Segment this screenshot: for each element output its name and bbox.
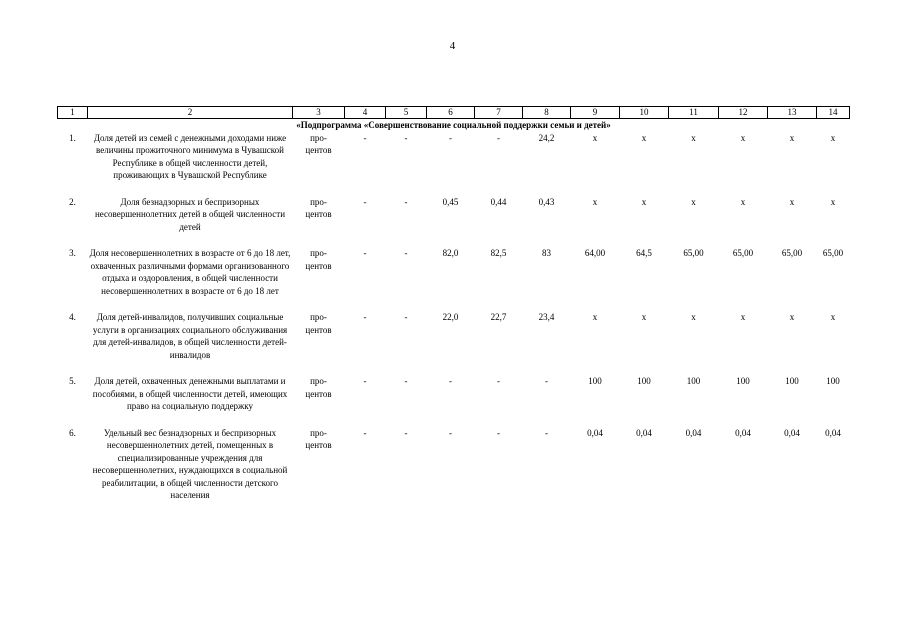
value-cell: - xyxy=(363,376,367,386)
value-cell: 0,43 xyxy=(538,196,555,207)
value-cell: - xyxy=(363,248,367,258)
value-cell: х xyxy=(789,312,795,322)
value-cell: х xyxy=(641,196,647,207)
subprogram-title: «Подпрограмма «Совершенствование социальной поддержки семьи и детей» xyxy=(296,120,611,130)
value-cell: - xyxy=(363,312,367,322)
value-cell: х xyxy=(691,196,696,207)
column-header: 2 xyxy=(88,107,293,119)
table-row xyxy=(58,427,850,516)
unit-cell: про- центов xyxy=(305,196,332,219)
table-row xyxy=(58,132,850,196)
page-number: 4 xyxy=(449,40,456,52)
value-cell: 100 xyxy=(637,376,651,386)
unit-cell: про- центов xyxy=(305,132,332,155)
column-header: 7 xyxy=(475,107,523,119)
indicator-name: Доля детей из семей с денежными доходами ниже величины прожиточного минимума в Чувашской Республике в общей численности детей, проживающих в Чувашской Республике xyxy=(93,132,287,180)
value-cell: - xyxy=(363,196,367,207)
column-header: 1 xyxy=(58,107,88,119)
value-cell: 22,7 xyxy=(490,312,507,322)
value-cell: 0,44 xyxy=(490,196,507,207)
value-cell: - xyxy=(363,132,367,143)
value-cell: х xyxy=(691,132,696,143)
value-cell: 100 xyxy=(686,376,701,386)
value-cell: 64,00 xyxy=(584,248,606,258)
indicator-name: Удельный вес безнадзорных и беспризорных несовершеннолетних детей, помещенных в специализированные учреждения для несовершеннолетних, нуждающихся в социальной реабилитации, в общей численности детского населения xyxy=(92,427,288,500)
value-cell: 100 xyxy=(588,376,602,386)
value-cell: - xyxy=(404,312,408,322)
value-cell: 100 xyxy=(826,376,840,386)
value-cell: 0,04 xyxy=(735,427,751,438)
value-cell: х xyxy=(830,196,836,207)
value-cell: - xyxy=(545,427,548,438)
value-cell: 0,04 xyxy=(825,427,841,438)
value-cell: 65,00 xyxy=(781,248,803,258)
column-header: 12 xyxy=(719,107,768,119)
value-cell: 65,00 xyxy=(732,248,754,258)
row-number: 1. xyxy=(69,132,76,143)
value-cell: 0,04 xyxy=(587,427,603,438)
table-row xyxy=(58,247,850,311)
column-header: 8 xyxy=(523,107,571,119)
column-header: 5 xyxy=(386,107,427,119)
row-number: 3. xyxy=(69,248,76,258)
value-cell: х xyxy=(691,312,696,322)
table-row xyxy=(58,196,850,248)
row-number: 5. xyxy=(69,376,76,386)
table-row xyxy=(58,311,850,375)
value-cell: х xyxy=(789,132,795,143)
unit-cell: про- центов xyxy=(305,427,332,450)
table-row xyxy=(58,375,850,427)
value-cell: 0,45 xyxy=(442,196,459,207)
indicator-name: Доля детей-инвалидов, получивших социальные услуги в организациях социального обслуживания для детей-инвалидов, в общей численности детей-инвалидов xyxy=(92,312,288,360)
indicators-table xyxy=(57,106,850,516)
value-cell: х xyxy=(592,312,598,322)
value-cell: - xyxy=(449,376,452,386)
value-cell: 65,00 xyxy=(822,248,844,258)
column-header: 14 xyxy=(817,107,850,119)
unit-cell: про- центов xyxy=(305,376,332,399)
value-cell: - xyxy=(404,427,408,438)
indicator-name: Доля детей, охваченных денежными выплатами и пособиями, в общей численности детей, имеющих право на социальную поддержку xyxy=(92,376,288,411)
value-cell: 23,4 xyxy=(538,312,555,322)
value-cell: х xyxy=(641,312,647,322)
value-cell: 100 xyxy=(736,376,750,386)
value-cell: х xyxy=(592,196,598,207)
value-cell: х xyxy=(641,132,647,143)
value-cell: 0,04 xyxy=(636,427,652,438)
row-number: 2. xyxy=(69,196,76,207)
value-cell: - xyxy=(497,427,500,438)
column-header: 3 xyxy=(293,107,345,119)
value-cell: - xyxy=(449,132,452,143)
unit-cell: про- центов xyxy=(305,312,332,335)
value-cell: 64,5 xyxy=(636,248,652,258)
value-cell: 24,2 xyxy=(538,132,555,143)
value-cell: х xyxy=(789,196,795,207)
value-cell: - xyxy=(404,132,408,143)
value-cell: - xyxy=(404,248,408,258)
column-header: 13 xyxy=(768,107,817,119)
indicator-name: Доля несовершеннолетних в возрасте от 6 до 18 лет, охваченных различными формами организованного отдыха и оздоровления, в общей численности несовершеннолетних в возрасте от 6 до 18 лет xyxy=(89,248,291,296)
header-row xyxy=(58,107,850,119)
value-cell: - xyxy=(404,196,408,207)
value-cell: - xyxy=(449,427,452,438)
value-cell: 65,00 xyxy=(683,248,704,258)
value-cell: 0,04 xyxy=(685,427,702,438)
value-cell: 83 xyxy=(542,248,551,258)
column-header: 4 xyxy=(345,107,386,119)
value-cell: - xyxy=(497,132,500,143)
value-cell: - xyxy=(404,376,408,386)
value-cell: 82,0 xyxy=(442,248,459,258)
value-cell: х xyxy=(740,132,746,143)
unit-cell: про- центов xyxy=(305,248,332,271)
indicator-name: Доля безнадзорных и беспризорных несовершеннолетних детей в общей численности детей xyxy=(94,196,286,232)
value-cell: - xyxy=(497,376,500,386)
row-number: 6. xyxy=(69,427,76,438)
value-cell: х xyxy=(740,196,746,207)
value-cell: - xyxy=(545,376,548,386)
value-cell: 100 xyxy=(785,376,799,386)
value-cell: х xyxy=(740,312,746,322)
value-cell: х xyxy=(830,312,836,322)
value-cell: - xyxy=(363,427,367,438)
row-number: 4. xyxy=(69,312,76,322)
value-cell: 0,04 xyxy=(784,427,800,438)
value-cell: х xyxy=(830,132,836,143)
column-header: 6 xyxy=(427,107,475,119)
value-cell: х xyxy=(592,132,598,143)
column-header: 10 xyxy=(620,107,669,119)
column-header: 9 xyxy=(571,107,620,119)
value-cell: 22,0 xyxy=(442,312,459,322)
column-header: 11 xyxy=(669,107,719,119)
value-cell: 82,5 xyxy=(490,248,507,258)
